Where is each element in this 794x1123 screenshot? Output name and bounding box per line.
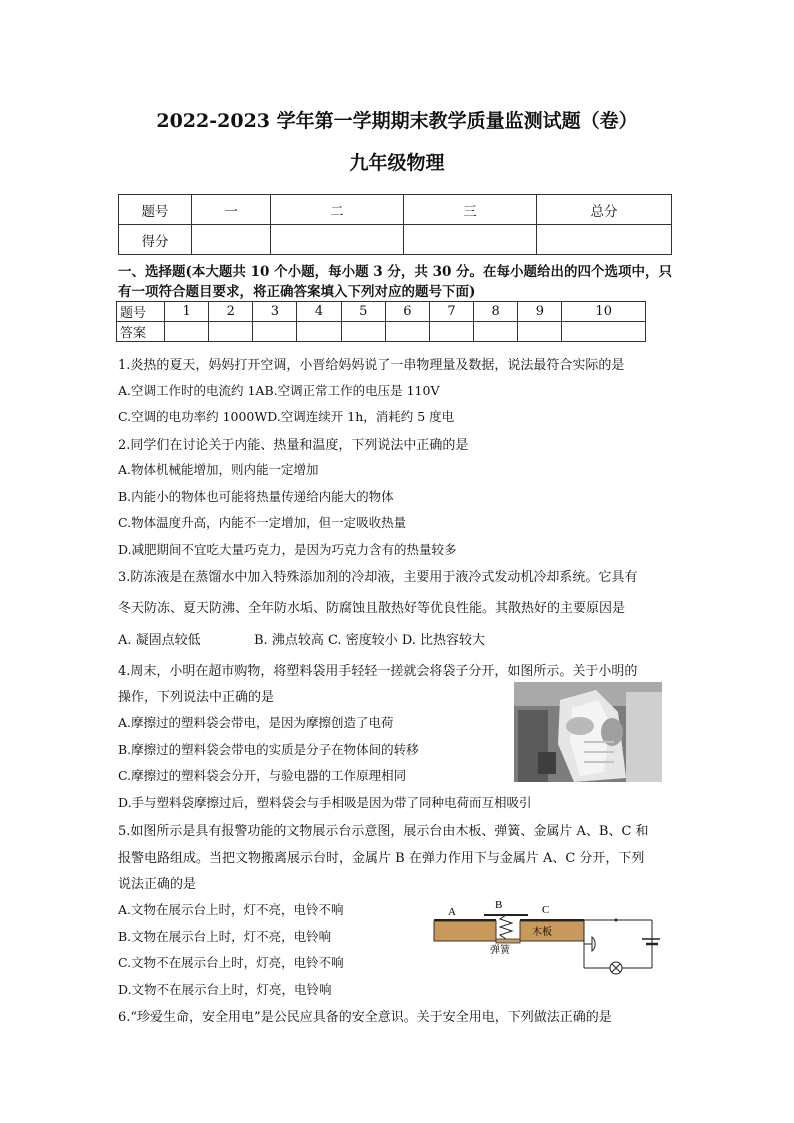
answer-cell[interactable] [474, 322, 518, 342]
score-header-cell: 题号 [119, 195, 192, 225]
answer-table-number-row [117, 302, 646, 322]
question-3-options-bcd: B. 沸点较高 C. 密度较小 D. 比热容较大 [254, 633, 486, 648]
question-5-option-d: D.文物不在展示台上时，灯亮，电铃响 [118, 982, 332, 997]
answer-cell[interactable] [429, 322, 473, 342]
answer-number-cell: 6 [385, 302, 429, 322]
question-5-stem-line2: 报警电路组成。当把文物搬离展示台时，金属片 B 在弹力作用下与金属片 A、C 分开，下列 [118, 851, 645, 866]
question-2-option-a: A.物体机械能增加，则内能一定增加 [118, 462, 319, 477]
answer-number-cell: 9 [518, 302, 562, 322]
answer-row-label: 答案 [117, 322, 165, 342]
section-heading-line2: 有一项符合题目要求，将正确答案填入下列对应的题号下面) [118, 284, 476, 300]
answer-number-cell: 8 [474, 302, 518, 322]
answer-number-cell: 3 [253, 302, 297, 322]
question-3-stem-line1: 3.防冻液是在蒸馏水中加入特殊添加剂的冷却液，主要用于液冷式发动机冷却系统。它具有 [118, 570, 638, 585]
score-row-label: 得分 [119, 225, 192, 255]
answer-cell[interactable] [253, 322, 297, 342]
question-1-options-ab: A.空调工作时的电流约 1AB.空调正常工作的电压是 110V [118, 383, 440, 398]
question-5-stem-line3: 说法正确的是 [118, 877, 197, 892]
question-5-option-b: B.文物在展示台上时，灯不亮，电铃响 [118, 929, 332, 944]
question-5-option-a: A.文物在展示台上时，灯不亮，电铃不响 [118, 902, 344, 917]
section-heading-line1: 一、选择题(本大题共 10 个小题，每小题 3 分，共 30 分。在每小题给出的四个选项中，只 [118, 264, 673, 280]
board-label: 木板 [532, 927, 552, 938]
question-2-stem: 2.同学们在讨论关于内能、热量和温度，下列说法中正确的是 [118, 438, 469, 453]
score-table [118, 194, 672, 255]
alarm-circuit-diagram [420, 893, 660, 983]
answer-table-answer-row [117, 322, 646, 342]
score-table-header-row [119, 195, 672, 225]
answer-cell[interactable] [297, 322, 341, 342]
question-2-option-d: D.减肥期间不宜吃大量巧克力，是因为巧克力含有的热量较多 [118, 542, 457, 557]
bell-icon [592, 937, 595, 951]
score-cell[interactable] [192, 225, 271, 255]
question-1-stem: 1.炎热的夏天，妈妈打开空调，小晋给妈妈说了一串物理量及数据，说法最符合实际的是 [118, 358, 625, 373]
question-4-stem-line1: 4.周末，小明在超市购物，将塑料袋用手轻轻一搓就会将袋子分开，如图所示。关于小明的 [118, 664, 638, 679]
answer-number-cell: 10 [562, 302, 646, 322]
question-3-option-a: A. 凝固点较低 [118, 633, 201, 648]
question-2-option-b: B.内能小的物体也可能将热量传递给内能大的物体 [118, 489, 394, 504]
question-5-stem-line1: 5.如图所示是具有报警功能的文物展示台示意图，展示台由木板、弹簧、金属片 A、B、C 和 [118, 824, 649, 839]
answer-number-cell: 7 [429, 302, 473, 322]
answer-cell[interactable] [385, 322, 429, 342]
answer-number-cell: 4 [297, 302, 341, 322]
answer-number-cell: 1 [165, 302, 209, 322]
score-cell[interactable] [537, 225, 672, 255]
score-table-row [119, 225, 672, 255]
score-cell[interactable] [271, 225, 404, 255]
label-c: C [542, 904, 550, 916]
answer-cell[interactable] [518, 322, 562, 342]
answer-number-cell: 5 [341, 302, 385, 322]
label-a: A [448, 906, 456, 918]
spring-label: 弹簧 [490, 945, 510, 956]
label-b: B [495, 899, 503, 911]
alarm-circuit-svg [420, 893, 660, 983]
question-6-stem: 6.“珍爱生命，安全用电”是公民应具备的安全意识。关于安全用电，下列做法正确的是 [118, 1010, 612, 1025]
score-cell[interactable] [404, 225, 537, 255]
answer-table [116, 301, 646, 342]
plastic-bag-photo-art [514, 682, 662, 782]
question-4-option-b: B.摩擦过的塑料袋会带电的实质是分子在物体间的转移 [118, 742, 419, 757]
question-3-stem-line2: 冬天防冻、夏天防沸、全年防水垢、防腐蚀且散热好等优良性能。其散热好的主要原因是 [118, 601, 626, 616]
answer-number-cell: 2 [209, 302, 253, 322]
score-header-cell: 三 [404, 195, 537, 225]
question-1-options-cd: C.空调的电功率约 1000WD.空调连续开 1h，消耗约 5 度电 [118, 409, 455, 424]
question-2-option-c: C.物体温度升高，内能不一定增加，但一定吸收热量 [118, 515, 407, 530]
page-title: 2022-2023 学年第一学期期末教学质量监测试题（卷） [156, 110, 638, 132]
score-header-cell: 二 [271, 195, 404, 225]
answer-cell[interactable] [341, 322, 385, 342]
question-4-option-d: D.手与塑料袋摩擦过后，塑料袋会与手相吸是因为带了同种电荷而互相吸引 [118, 795, 532, 810]
answer-cell[interactable] [209, 322, 253, 342]
answer-header-label: 题号 [117, 302, 165, 322]
score-header-cell: 一 [192, 195, 271, 225]
wood-board-right [520, 921, 584, 941]
score-header-cell: 总分 [537, 195, 672, 225]
spring-base [496, 939, 520, 943]
plastic-bag-photo [514, 682, 662, 782]
wood-board-left [434, 921, 496, 941]
question-5-option-c: C.文物不在展示台上时，灯亮，电铃不响 [118, 955, 344, 970]
question-4-stem-line2: 操作，下列说法中正确的是 [118, 690, 275, 705]
answer-cell[interactable] [165, 322, 209, 342]
junction-dot [615, 919, 618, 922]
question-4-option-a: A.摩擦过的塑料袋会带电，是因为摩擦创造了电荷 [118, 715, 394, 730]
spring-icon [500, 915, 512, 939]
page-subtitle: 九年级物理 [349, 152, 445, 174]
question-4-option-c: C.摩擦过的塑料袋会分开，与验电器的工作原理相同 [118, 768, 407, 783]
answer-cell[interactable] [562, 322, 646, 342]
